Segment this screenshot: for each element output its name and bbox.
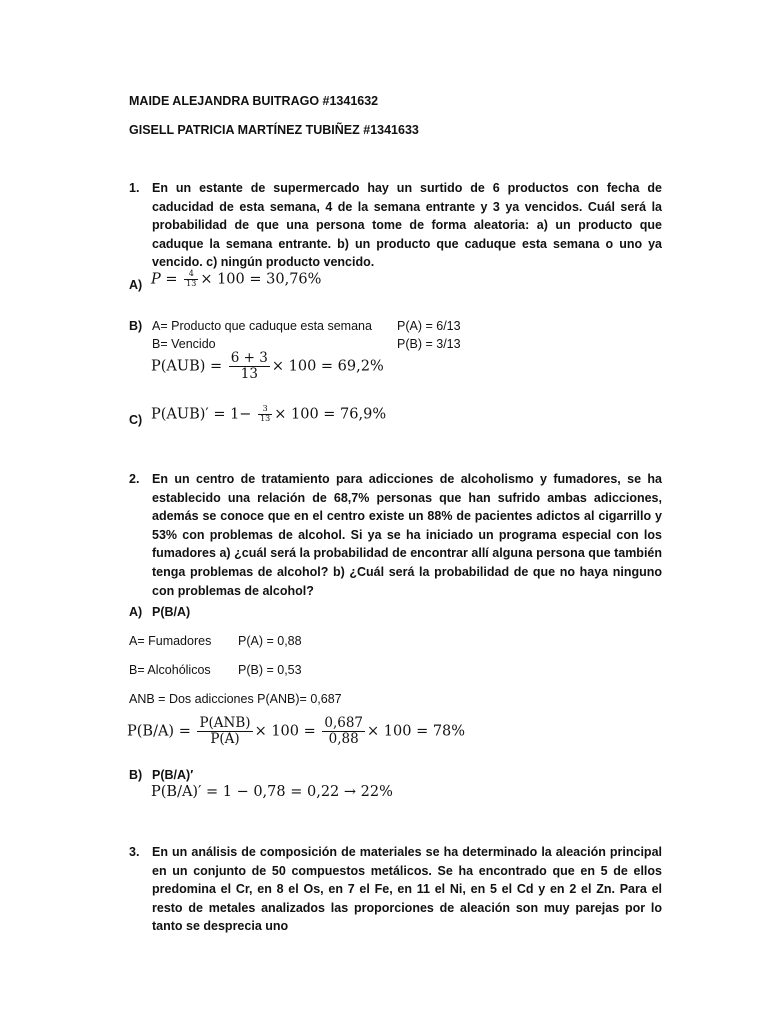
- q1a-label: A): [129, 278, 143, 292]
- q1c-lhs: P(AUB)′ = 1−: [151, 406, 252, 423]
- q1c-formula: [151, 405, 386, 424]
- q2a-result: × 100 = 78%: [367, 723, 466, 740]
- q1b-def-b: B= Vencido: [152, 337, 216, 351]
- q2a-def-a: A= Fumadores: [129, 634, 212, 648]
- q2a-numerator-1: P(ANB): [199, 715, 251, 731]
- q1b-def-a: A= Producto que caduque esta semana: [152, 319, 372, 333]
- q2a-denominator-2: 0,88: [322, 731, 365, 747]
- q1c-label: C): [129, 413, 143, 427]
- q2a-numerator-2: 0,687: [324, 715, 364, 731]
- q1b-lhs: P(AUB) =: [151, 358, 223, 375]
- q2a-lhs: P(B/A) =: [127, 723, 191, 740]
- q2a-def-anb: ANB = Dos adicciones P(ANB)= 0,687: [129, 692, 342, 706]
- q2a-fraction-2: [322, 716, 365, 747]
- q1b-prob-a: P(A) = 6/13: [397, 319, 461, 333]
- author-line-1: MAIDE ALEJANDRA BUITRAGO #1341632: [129, 94, 379, 108]
- q1a-result: × 100 = 30,76%: [200, 271, 322, 288]
- q3-number: 3.: [129, 845, 140, 859]
- q1b-numerator: 6 + 3: [230, 350, 268, 366]
- q1c-denominator: 13: [260, 413, 271, 423]
- author-line-2: GISELL PATRICIA MARTÍNEZ TUBIÑEZ #1341633: [129, 123, 419, 137]
- q1b-label: B): [129, 319, 143, 333]
- q2a-prob-b: P(B) = 0,53: [238, 663, 302, 677]
- q1b-result: × 100 = 69,2%: [271, 358, 384, 375]
- q1-text: En un estante de supermercado hay un surtido de 6 productos con fecha de caducidad de esta semana, 4 de la semana entrante y 3 ya vencidos. Cuál será la probabilidad de que una persona tome de forma aleatoria: a) un producto que caduque la semana entrante. b) un producto que caduque esta semana o uno ya vencido. c) ningún producto vencido.: [152, 181, 662, 270]
- q1-number: 1.: [129, 181, 140, 195]
- q2a-denominator-1: P(A): [197, 731, 252, 747]
- q1a-numerator: 4: [188, 269, 194, 278]
- q1a-formula: [151, 270, 321, 289]
- q1b-prob-b: P(B) = 3/13: [397, 337, 461, 351]
- q1b-denominator: 13: [229, 366, 270, 382]
- q2a-title: P(B/A): [152, 605, 191, 619]
- q3-text: En un análisis de composición de materiales se ha determinado la aleación principal en un conjunto de 50 compuestos metálicos. Se ha encontrado que en 5 de ellos predomina el Cr, en 8 el Os, en 7 el Fe, en 11 el Ni, en 5 el Cd y en 2 el Zn. Para el resto de metales analizados las proporciones de aleación son muy parejas por lo tanto se desprecia uno: [152, 845, 662, 934]
- q1a-lhs: P: [151, 271, 161, 288]
- q2a-formula: [127, 716, 465, 747]
- q2a-mid: × 100 =: [254, 723, 316, 740]
- q2a-def-b: B= Alcohólicos: [129, 663, 211, 677]
- q1b-fraction: [229, 351, 270, 382]
- q1a-fraction: [184, 270, 198, 289]
- q1c-result: × 100 = 76,9%: [274, 406, 387, 423]
- q2a-label: A): [129, 605, 143, 619]
- q1c-numerator: 3: [262, 404, 268, 413]
- q2a-fraction-1: [197, 716, 252, 747]
- q2b-title: P(B/A)′: [152, 768, 194, 782]
- q1a-eq: =: [165, 271, 178, 288]
- q2-number: 2.: [129, 472, 140, 486]
- q2a-prob-a: P(A) = 0,88: [238, 634, 302, 648]
- q1b-formula: [151, 351, 384, 382]
- q1a-denominator: 13: [186, 278, 197, 288]
- q1c-fraction: [258, 405, 272, 424]
- q2b-formula: P(B/A)′ = 1 − 0,78 = 0,22 → 22%: [151, 784, 393, 800]
- q2-text: En un centro de tratamiento para adicciones de alcoholismo y fumadores, se ha establecido una relación de 68,7% personas que han sufrido ambas adicciones, además se conoce que en el centro existe un 88% de pacientes adictos al cigarrillo y 53% con problemas de alcohol. Si ya se ha iniciado un programa especial con los fumadores a) ¿cuál será la probabilidad de encontrar allí alguna persona que también tenga problemas de alcohol? b) ¿Cuál será la probabilidad de que no haya ninguno con problemas de alcohol?: [152, 472, 662, 598]
- q2b-label: B): [129, 768, 143, 782]
